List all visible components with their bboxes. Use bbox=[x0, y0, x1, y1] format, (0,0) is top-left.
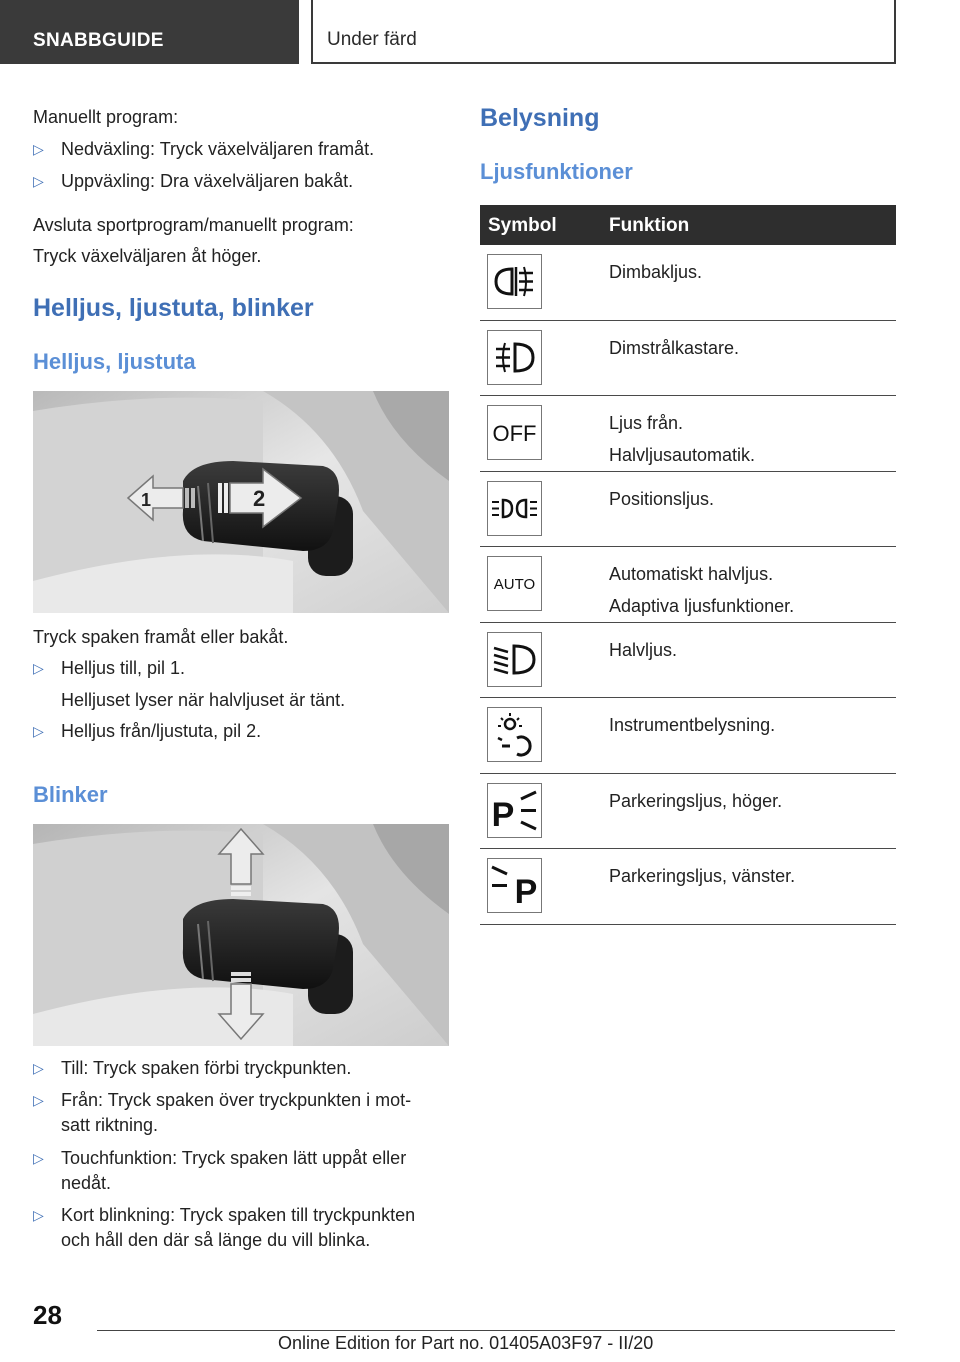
triangle-bullet-icon: ▷ bbox=[33, 1060, 44, 1076]
arrow-label-1: 1 bbox=[141, 490, 152, 510]
table-row bbox=[480, 547, 896, 623]
turn-signal-stalk-photo bbox=[33, 824, 449, 1046]
svg-text:P: P bbox=[514, 873, 538, 911]
table-row bbox=[480, 774, 896, 850]
bullet-item: ▷ Touchfunktion: Tryck spaken lätt uppåt eller nedåt. bbox=[33, 1148, 407, 1193]
paragraph: Tryck växelväljaren åt höger. bbox=[33, 246, 262, 266]
table-row bbox=[480, 849, 896, 925]
function-description: Dimbakljus. bbox=[609, 262, 703, 282]
function-description: Instrumentbelysning. bbox=[609, 715, 776, 735]
footer-edition-text: Online Edition for Part no. 01405A03F97 - II/20 bbox=[278, 1333, 654, 1353]
svg-text:AUTO: AUTO bbox=[493, 576, 536, 593]
table-row bbox=[480, 472, 896, 548]
low-beam-icon bbox=[487, 632, 542, 687]
table-header bbox=[480, 205, 896, 245]
function-description: Automatiskt halvljus. Adaptiva ljusfunktioner. bbox=[609, 564, 795, 616]
subsection-heading: Helljus, ljustuta bbox=[33, 349, 196, 374]
function-description: Parkeringsljus, vänster. bbox=[609, 866, 796, 886]
column-header-function: Funktion bbox=[609, 215, 690, 236]
chapter-title: Under färd bbox=[327, 29, 417, 50]
table-row bbox=[480, 321, 896, 397]
triangle-bullet-icon: ▷ bbox=[33, 660, 44, 676]
subsection-heading: Ljusfunktioner bbox=[480, 159, 633, 184]
table-row bbox=[480, 396, 896, 472]
table-row bbox=[480, 623, 896, 699]
footer-divider bbox=[97, 1330, 895, 1331]
section-title: SNABBGUIDE bbox=[33, 30, 164, 51]
light-functions-table bbox=[480, 205, 896, 925]
front-fog-light-icon bbox=[487, 330, 542, 385]
bullet-item: ▷ Kort blinkning: Tryck spaken till tryckpunkten och håll den där så länge du vill blinka. bbox=[33, 1205, 416, 1250]
paragraph: Tryck spaken framåt eller bakåt. bbox=[33, 627, 289, 647]
triangle-bullet-icon: ▷ bbox=[33, 1207, 44, 1223]
chapter-tab bbox=[311, 0, 896, 64]
parking-light-left-icon bbox=[487, 858, 542, 913]
triangle-bullet-icon: ▷ bbox=[33, 1092, 44, 1108]
column-header-symbol: Symbol bbox=[488, 215, 557, 236]
stalk-illustration bbox=[33, 824, 449, 1046]
parking-light-right-icon bbox=[487, 783, 542, 838]
svg-text:P: P bbox=[491, 795, 515, 834]
instrument-lighting-icon bbox=[487, 707, 542, 762]
lights-off-icon bbox=[487, 405, 542, 460]
function-description: Halvljus. bbox=[609, 639, 678, 660]
bullet-item: ▷ Från: Tryck spaken över tryckpunkten i mot- satt riktning. bbox=[33, 1090, 412, 1135]
function-description: Dimstrålkastare. bbox=[609, 337, 740, 358]
arrow-label-2: 2 bbox=[253, 486, 266, 511]
paragraph: Avsluta sportprogram/manuellt program: bbox=[33, 215, 354, 235]
high-beam-stalk-photo bbox=[33, 391, 449, 613]
position-lights-icon bbox=[487, 481, 542, 536]
section-tab bbox=[0, 0, 299, 64]
table-row bbox=[480, 698, 896, 774]
function-description: Positionsljus. bbox=[609, 488, 715, 509]
bullet-item: ▷ Helljus till, pil 1. bbox=[33, 656, 185, 681]
manual-program-title: Manuellt program: bbox=[33, 107, 179, 127]
bullet-subtext: Helljuset lyser när halvljuset är tänt. bbox=[61, 690, 346, 710]
triangle-bullet-icon: ▷ bbox=[33, 1150, 44, 1166]
table-row bbox=[480, 245, 896, 321]
section-heading: Helljus, ljustuta, blinker bbox=[33, 294, 314, 322]
triangle-bullet-icon: ▷ bbox=[33, 141, 44, 157]
function-description: Parkeringsljus, höger. bbox=[609, 790, 783, 811]
triangle-bullet-icon: ▷ bbox=[33, 173, 44, 189]
stalk-illustration bbox=[33, 391, 449, 613]
bullet-item: ▷ Uppväxling: Dra växelväljaren bakåt. bbox=[33, 169, 353, 194]
subsection-heading: Blinker bbox=[33, 782, 108, 807]
bullet-item: ▷ Till: Tryck spaken förbi tryckpunkten. bbox=[33, 1056, 351, 1081]
rear-fog-light-icon bbox=[487, 254, 542, 309]
section-heading: Belysning bbox=[480, 104, 600, 132]
triangle-bullet-icon: ▷ bbox=[33, 723, 44, 739]
page-number: 28 bbox=[33, 1300, 62, 1330]
bullet-item: ▷ Nedväxling: Tryck växelväljaren framåt. bbox=[33, 137, 374, 162]
svg-text:OFF: OFF bbox=[492, 421, 537, 446]
auto-lights-icon bbox=[487, 556, 542, 611]
function-description: Ljus från. Halvljusautomatik. bbox=[609, 413, 756, 465]
bullet-item: ▷ Helljus från/ljustuta, pil 2. bbox=[33, 719, 261, 744]
